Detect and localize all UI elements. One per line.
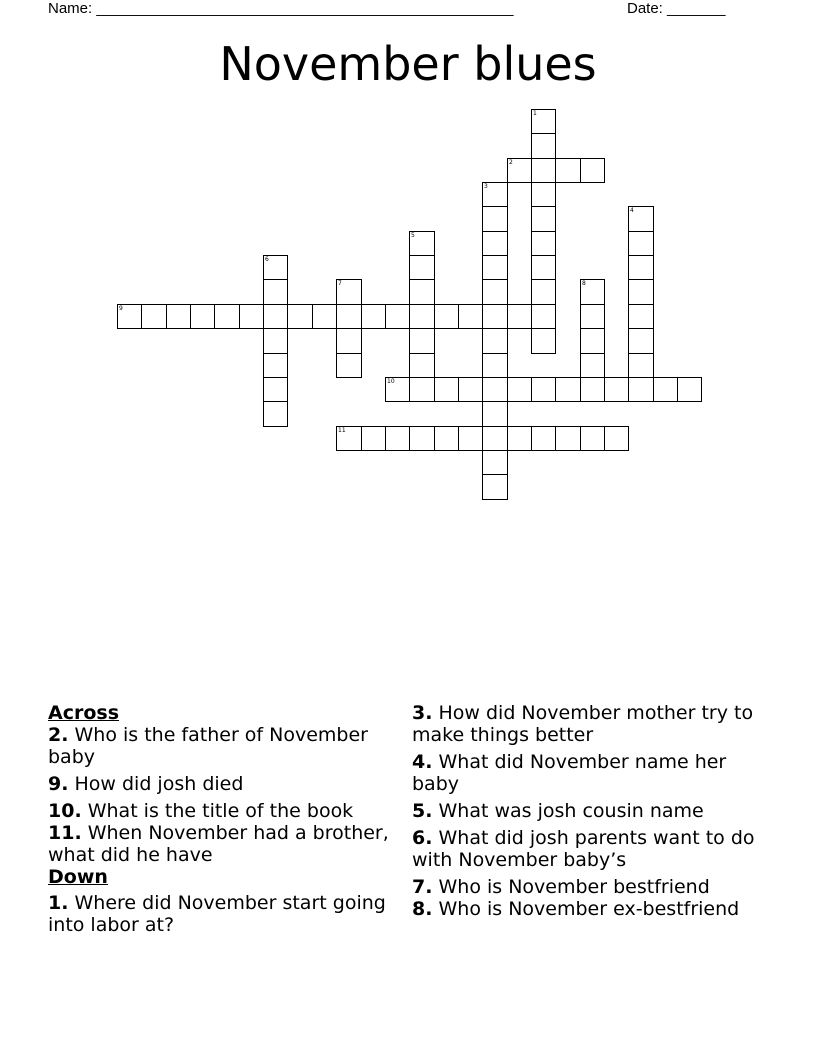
- clue-down-7: [412, 876, 757, 898]
- grid-cell[interactable]: [531, 304, 556, 329]
- grid-cell[interactable]: [531, 133, 556, 159]
- name-blank: __________________________________________________: [96, 0, 514, 17]
- clue-number: 10.: [48, 800, 82, 822]
- grid-cell[interactable]: [482, 206, 508, 232]
- grid-cell[interactable]: [531, 279, 556, 305]
- clue-across-10: [48, 800, 393, 822]
- grid-cell[interactable]: [361, 426, 386, 451]
- grid-cell[interactable]: [409, 255, 435, 280]
- clue-number: 2.: [48, 724, 69, 746]
- grid-cell[interactable]: [409, 279, 435, 305]
- clue-number: 9.: [48, 773, 69, 795]
- grid-cell[interactable]: [628, 328, 654, 354]
- grid-cell[interactable]: [507, 158, 532, 183]
- grid-cell[interactable]: [555, 377, 581, 402]
- grid-cell[interactable]: [580, 304, 605, 329]
- grid-cell[interactable]: [385, 304, 410, 329]
- grid-cell[interactable]: [336, 328, 362, 354]
- clue-text: What did josh parents want to do with November baby’s: [412, 827, 755, 871]
- clue-text: When November had a brother, what did he have: [48, 822, 389, 866]
- grid-cell[interactable]: [434, 304, 459, 329]
- clue-text: Who is the father of November baby: [48, 724, 368, 768]
- cell-number: 3: [484, 183, 488, 190]
- grid-cell[interactable]: [214, 304, 240, 329]
- grid-cell[interactable]: [117, 304, 142, 329]
- grid-cell[interactable]: [628, 377, 654, 402]
- grid-cell[interactable]: [580, 158, 605, 183]
- grid-cell[interactable]: [263, 401, 288, 427]
- grid-cell[interactable]: [628, 231, 654, 256]
- grid-cell[interactable]: [482, 304, 508, 329]
- clue-down-5: [412, 800, 757, 822]
- grid-cell[interactable]: [482, 426, 508, 451]
- grid-cell[interactable]: [166, 304, 191, 329]
- clue-down-6: [412, 827, 757, 871]
- grid-cell[interactable]: [336, 279, 362, 305]
- grid-cell[interactable]: [434, 426, 459, 451]
- clue-text: What did November name her baby: [412, 751, 727, 795]
- clue-number: 3.: [412, 702, 433, 724]
- grid-cell[interactable]: [482, 450, 508, 475]
- clue-across-9: [48, 773, 393, 795]
- grid-cell[interactable]: [263, 279, 288, 305]
- grid-cell[interactable]: [507, 377, 532, 402]
- clue-number: 6.: [412, 827, 433, 849]
- clue-across-2: [48, 724, 393, 768]
- grid-cell[interactable]: [409, 426, 435, 451]
- cell-number: 11: [338, 427, 346, 434]
- cell-number: 8: [582, 280, 586, 287]
- clue-text: What is the title of the book: [87, 800, 354, 822]
- grid-cell[interactable]: [239, 304, 264, 329]
- grid-cell[interactable]: [190, 304, 215, 329]
- cell-number: 5: [411, 232, 415, 239]
- grid-cell[interactable]: [287, 304, 313, 329]
- grid-cell[interactable]: [482, 353, 508, 378]
- grid-cell[interactable]: [628, 255, 654, 280]
- grid-cell[interactable]: [653, 377, 678, 402]
- clue-text: Where did November start going into labor at?: [48, 892, 386, 936]
- grid-cell[interactable]: [628, 279, 654, 305]
- grid-cell[interactable]: [385, 377, 410, 402]
- grid-cell[interactable]: [482, 377, 508, 402]
- cell-number: 7: [338, 280, 342, 287]
- grid-cell[interactable]: [604, 426, 629, 451]
- clue-text: How did November mother try to make things better: [412, 702, 754, 746]
- grid-cell[interactable]: [434, 377, 459, 402]
- grid-cell[interactable]: [628, 304, 654, 329]
- grid-cell[interactable]: [531, 182, 556, 207]
- down-heading: Down: [48, 866, 108, 888]
- clue-text: What was josh cousin name: [438, 800, 704, 822]
- grid-cell[interactable]: [263, 304, 288, 329]
- grid-cell[interactable]: [531, 231, 556, 256]
- grid-cell[interactable]: [531, 109, 556, 134]
- grid-cell[interactable]: [628, 353, 654, 378]
- grid-cell[interactable]: [482, 474, 508, 500]
- grid-cell[interactable]: [531, 255, 556, 280]
- grid-cell[interactable]: [141, 304, 167, 329]
- cell-number: 6: [265, 256, 269, 263]
- grid-cell[interactable]: [263, 377, 288, 402]
- across-heading: Across: [48, 702, 120, 724]
- grid-cell[interactable]: [458, 304, 483, 329]
- grid-cell[interactable]: [531, 328, 556, 354]
- grid-cell[interactable]: [531, 206, 556, 232]
- grid-cell[interactable]: [482, 401, 508, 427]
- grid-cell[interactable]: [336, 353, 362, 378]
- grid-cell[interactable]: [458, 377, 483, 402]
- grid-cell[interactable]: [482, 231, 508, 256]
- clue-across-11: [48, 822, 393, 866]
- clue-text: Who is November ex-bestfriend: [438, 898, 740, 920]
- grid-cell[interactable]: [385, 426, 410, 451]
- cell-number: 1: [533, 110, 537, 117]
- grid-cell[interactable]: [409, 328, 435, 354]
- grid-cell[interactable]: [555, 158, 581, 183]
- grid-cell[interactable]: [409, 377, 435, 402]
- grid-cell[interactable]: [336, 426, 362, 451]
- grid-cell[interactable]: [531, 158, 556, 183]
- grid-cell[interactable]: [361, 304, 386, 329]
- grid-cell[interactable]: [263, 255, 288, 280]
- grid-cell[interactable]: [409, 304, 435, 329]
- grid-cell[interactable]: [312, 304, 337, 329]
- clue-down-4: [412, 751, 757, 795]
- crossword-grid: [0, 0, 816, 520]
- grid-cell[interactable]: [482, 279, 508, 305]
- grid-cell[interactable]: [580, 353, 605, 378]
- grid-cell[interactable]: [580, 328, 605, 354]
- grid-cell[interactable]: [409, 353, 435, 378]
- grid-cell[interactable]: [507, 304, 532, 329]
- clue-number: 5.: [412, 800, 433, 822]
- grid-cell[interactable]: [458, 426, 483, 451]
- grid-cell[interactable]: [263, 353, 288, 378]
- grid-cell[interactable]: [555, 426, 581, 451]
- clues-column-right: [412, 702, 757, 925]
- grid-cell[interactable]: [482, 328, 508, 354]
- name-label: Name:: [48, 0, 97, 17]
- clue-down-8: [412, 898, 757, 920]
- cell-number: 10: [387, 378, 395, 385]
- clue-text: How did josh died: [74, 773, 244, 795]
- clue-down-3: [412, 702, 757, 746]
- cell-number: 2: [509, 159, 513, 166]
- grid-cell[interactable]: [263, 328, 288, 354]
- clue-number: 11.: [48, 822, 82, 844]
- grid-cell[interactable]: [580, 279, 605, 305]
- grid-cell[interactable]: [336, 304, 362, 329]
- grid-cell[interactable]: [482, 255, 508, 280]
- grid-cell[interactable]: [677, 377, 702, 402]
- clue-text: Who is November bestfriend: [438, 876, 710, 898]
- puzzle-title: November blues: [219, 37, 597, 91]
- grid-cell[interactable]: [409, 231, 435, 256]
- grid-cell[interactable]: [507, 426, 532, 451]
- date-label: Date:: [627, 0, 668, 17]
- clue-number: 7.: [412, 876, 433, 898]
- cell-number: 4: [630, 207, 634, 214]
- clue-number: 1.: [48, 892, 69, 914]
- grid-cell[interactable]: [604, 377, 629, 402]
- clues-column-left: [48, 702, 393, 941]
- grid-cell[interactable]: [482, 182, 508, 207]
- grid-cell[interactable]: [531, 426, 556, 451]
- grid-cell[interactable]: [628, 206, 654, 232]
- grid-cell[interactable]: [580, 426, 605, 451]
- clue-number: 4.: [412, 751, 433, 773]
- clue-down-1: [48, 892, 393, 936]
- clue-number: 8.: [412, 898, 433, 920]
- cell-number: 9: [119, 305, 123, 312]
- grid-cell[interactable]: [580, 377, 605, 402]
- date-blank: _______: [667, 0, 726, 17]
- grid-cell[interactable]: [531, 377, 556, 402]
